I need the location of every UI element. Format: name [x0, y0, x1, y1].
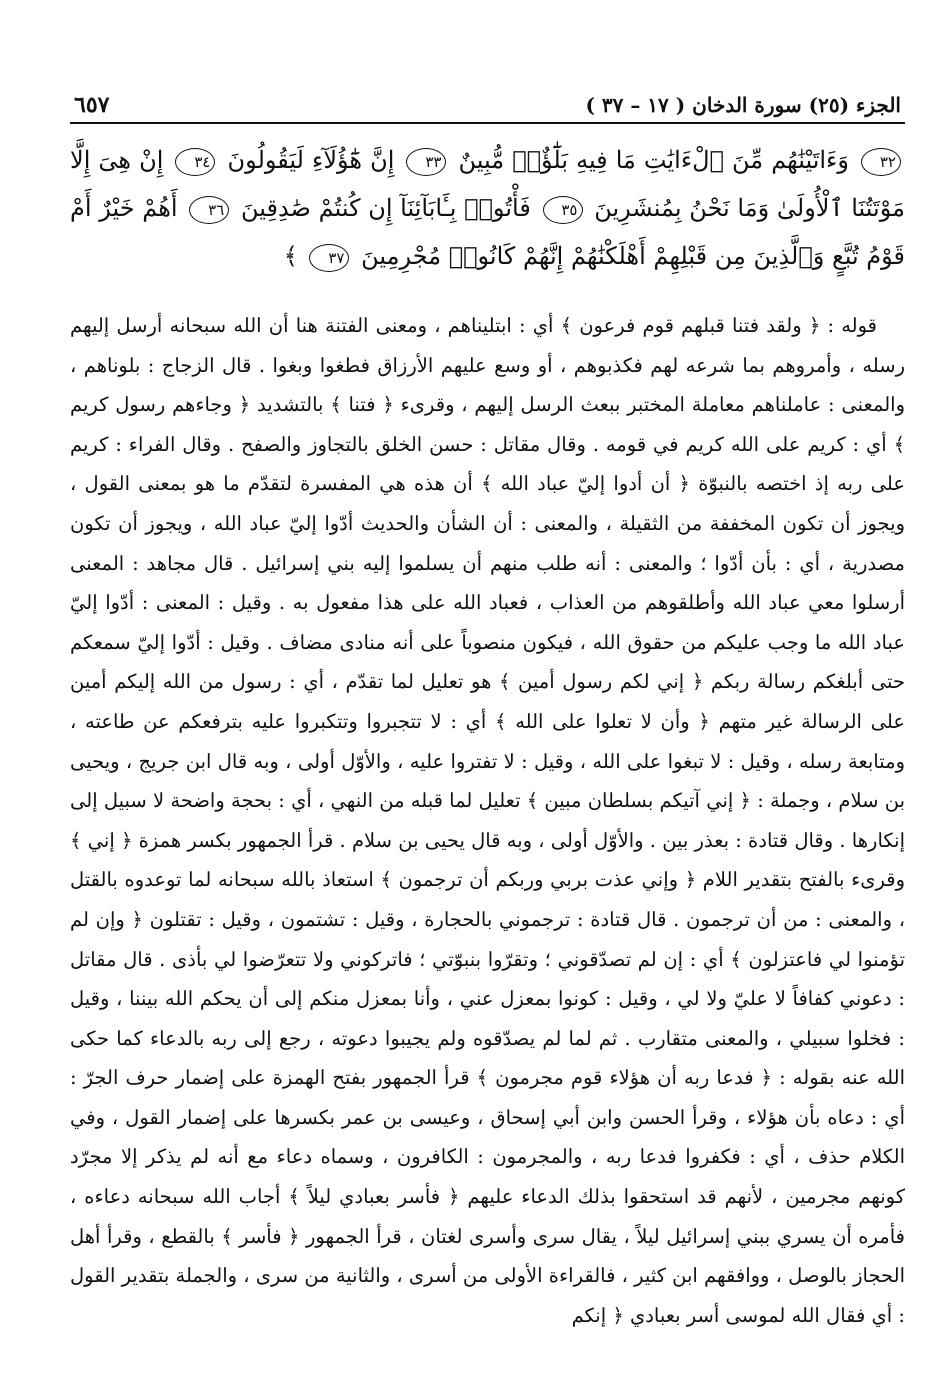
verse-text: أَهُمْ خَيْرٌ أَمْ قَوْمُ تُبَّعٍ وَٱلَّذِينَ مِن قَبْلِهِمْ أَهْلَكْنَٰهُمْ إِنَّهُمْ كَانُوا۟ مُجْرِمِينَ — [70, 194, 905, 270]
quran-verses — [70, 136, 905, 280]
verse-text: إِنْ هِىَ إِلَّا مَوْتَتُنَا ٱلْأُولَىٰ وَمَا نَحْنُ بِمُنشَرِينَ — [70, 146, 905, 222]
running-header — [70, 92, 905, 124]
verse-text: إِنَّ هَٰٓؤُلَآءِ لَيَقُولُونَ — [227, 146, 395, 174]
verse-number: ٣٤ — [175, 148, 215, 176]
verse-number: ٣٧ — [309, 244, 349, 272]
verse-number: ٣٦ — [189, 196, 229, 224]
page — [70, 92, 905, 1335]
closing-bracket: ﴾ — [283, 242, 298, 270]
commentary-paragraph: قوله : ﴿ ولقد فتنا قبلهم قوم فرعون ﴾ أي : ابتليناهم ، ومعنى الفتنة هنا أن الله سبحانه أرسل إليهم رسله ، وأمروهم بما شرعه لهم فكذبوهم ، أو وسع عليهم الأرزاق فطغوا وبغوا . قال الزجاج : بلوناهم ، والمعنى : عاملناهم معاملة المختبر ببعث الرسل إليهم ، وقرىء ﴿ فتنا ﴾ بالتشديد ﴿ وجاءهم رسول كريم ﴾ أي : كريم على الله كريم في قومه . وقال مقاتل : حسن الخلق بالتجاوز والصفح . وقال الفراء : كريم على ربه إذ اختصه بالنبوّة ﴿ أن أدوا إليّ عباد الله ﴾ أن هذه هي المفسرة لتقدّم ما هو بمعنى القول ، ويجوز أن تكون المخففة من الثقيلة ، والمعنى : أن الشأن والحديث أدّوا إليّ عباد الله ، ويجوز أن تكون مصدرية ، أي : بأن أدّوا ؛ والمعنى : أنه طلب منهم أن يسلموا إليه بني إسرائيل . قال مجاهد : المعنى أرسلوا معي عباد الله وأطلقوهم من العذاب ، فعباد الله على هذا مفعول به . وقيل : المعنى : أدّوا إليّ عباد الله ما وجب عليكم من حقوق الله ، فيكون منصوباً على أنه منادى مضاف . وقيل : أدّوا إليّ سمعكم حتى أبلغكم رسالة ربكم ﴿ إني لكم رسول أمين ﴾ هو تعليل لما تقدّم ، أي : رسول من الله إليكم أمين على الرسالة غير متهم ﴿ وأن لا تعلوا على الله ﴾ أي : لا تتجبروا وتتكبروا عليه بترفعكم عن طاعته ، ومتابعة رسله ، وقيل : لا تبغوا على الله ، وقيل : لا تفتروا عليه ، والأوّل أولى ، وبه قال ابن جريج ، ويحيى بن سلام ، وجملة : ﴿ إني آتيكم بسلطان مبين ﴾ تعليل لما قبله من النهي ، أي : بحجة واضحة لا سبيل إلى إنكارها . وقال قتادة : بعذر بين . والأوّل أولى ، وبه قال يحيى بن سلام . قرأ الجمهور بكسر همزة ﴿ إني ﴾ وقرىء بالفتح بتقدير اللام ﴿ وإني عذت بربي وربكم أن ترجمون ﴾ استعاذ بالله سبحانه لما توعدوه بالقتل ، والمعنى : من أن ترجمون . قال قتادة : ترجموني بالحجارة ، وقيل : تشتمون ، وقيل : تقتلون ﴿ وإن لم تؤمنوا لي فاعتزلون ﴾ أي : إن لم تصدّقوني ؛ وتقرّوا بنبوّتي ؛ فاتركوني ولا تتعرّضوا لي بأذى . قال مقاتل : دعوني كفافاً لا عليّ ولا لي ، وقيل : كونوا بمعزل عني ، وأنا بمعزل منكم إلى أن يحكم الله بيننا ، وقيل : فخلوا سبيلي ، والمعنى متقارب . ثم لما لم يصدّقوه ولم يجيبوا دعوته ، رجع إلى ربه بالدعاء كما حكى الله عنه بقوله : ﴿ فدعا ربه أن هؤلاء قوم مجرمون ﴾ قرأ الجمهور بفتح الهمزة على إضمار حرف الجرّ : أي : دعاه بأن هؤلاء ، وقرأ الحسن وابن أبي إسحاق ، وعيسى بن عمر بكسرها على إضمار القول ، وفي الكلام حذف ، أي : فكفروا فدعا ربه ، والمجرمون : الكافرون ، وسماه دعاء مع أنه لم يذكر إلا مجرّد كونهم مجرمين ، لأنهم قد استحقوا بذلك الدعاء عليهم ﴿ فأسر بعبادي ليلاً ﴾ أجاب الله سبحانه دعاءه ، فأمره أن يسري ببني إسرائيل ليلاً ، يقال سرى وأسرى لغتان ، قرأ الجمهور ﴿ فأسر ﴾ بالقطع ، وقرأ أهل الحجاز بالوصل ، ووافقهم ابن كثير ، فالقراءة الأولى من أسرى ، والثانية من سرى ، والجملة بتقدير القول : أي فقال الله لموسى أسر بعبادي ﴿ إنكم — [70, 314, 905, 1327]
page-number: ٦٥٧ — [74, 92, 110, 118]
verse-number: ٣٥ — [543, 196, 583, 224]
verse-text: فَأْتُوا۟ بِـَٔابَآئِنَآ إِن كُنتُمْ صَٰدِقِينَ — [240, 194, 531, 222]
header-title: الجزء (٢٥) سورة الدخان ( ١٧ – ٣٧ ) — [585, 93, 901, 117]
verse-text: وَءَاتَيْنَٰهُم مِّنَ ٱلْءَايَٰتِ مَا فِيهِ بَلَٰٓؤٌا۟ مُّبِينٌ — [458, 146, 849, 174]
verse-number: ٣٢ — [861, 148, 901, 176]
tafsir-commentary — [70, 306, 905, 1335]
verse-number: ٣٣ — [406, 148, 446, 176]
